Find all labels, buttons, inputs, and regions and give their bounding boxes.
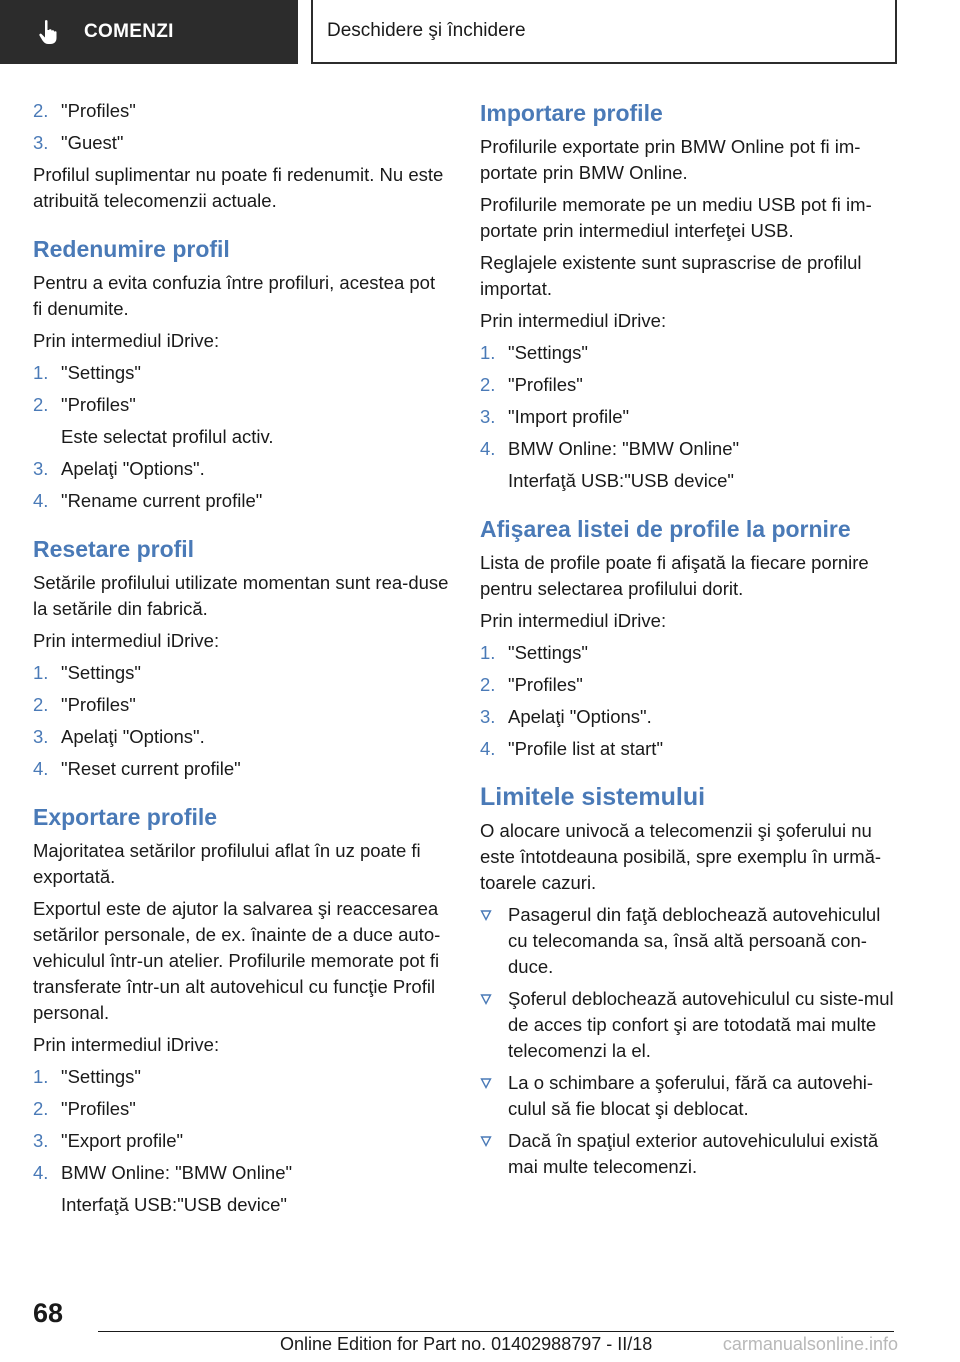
paragraph: O alocare univocă a telecomenzii şi şoferului nu este întotdeauna posibilă, spre exemplu în urmă-toarele cazuri. <box>480 820 882 893</box>
list-number: 1. <box>480 342 496 363</box>
section-tab-label: Deschidere şi închidere <box>327 20 526 41</box>
left-column <box>33 98 449 1224</box>
list-text: Apelaţi "Options". <box>61 726 205 747</box>
list-item <box>33 1064 449 1090</box>
bullet-item <box>480 1070 900 1122</box>
list-item <box>480 704 900 730</box>
chapter-tab-label: COMENZI <box>84 21 174 42</box>
list-item <box>33 360 449 386</box>
bullet-item <box>480 1128 900 1180</box>
list-text: "Settings" <box>61 362 141 383</box>
paragraph: Prin intermediul iDrive: <box>33 330 220 351</box>
list-item <box>480 640 900 666</box>
list-item <box>33 660 449 686</box>
list-item <box>33 1160 449 1186</box>
list-number: 2. <box>33 394 49 415</box>
list-number: 1. <box>33 662 49 683</box>
steps-list-resetare <box>33 660 449 782</box>
steps-list-redenumire <box>33 360 449 514</box>
list-text: "Profiles" <box>508 674 583 695</box>
list-text: "Profiles" <box>61 1098 136 1119</box>
watermark: carmanualsonline.info <box>722 1334 898 1354</box>
list-item <box>480 436 900 462</box>
list-item <box>480 340 900 366</box>
list-subtext: Interfaţă USB:"USB device" <box>61 1194 287 1215</box>
section-heading-limitele: Limitele sistemului <box>480 783 706 811</box>
list-text: "Settings" <box>61 662 141 683</box>
list-subtext: Este selectat profilul activ. <box>61 426 274 447</box>
list-number: 3. <box>480 406 496 427</box>
bullet-text: Şoferul deblochează autovehiculul cu siste-mul de acces tip confort şi are totodată mai multe telecomenzi la el. <box>508 988 894 1061</box>
list-number: 3. <box>33 458 49 479</box>
list-item <box>33 692 449 718</box>
list-text: "Export profile" <box>61 1130 184 1151</box>
list-text: Apelaţi "Options". <box>508 706 652 727</box>
right-column <box>480 98 900 1186</box>
list-item <box>33 1128 449 1154</box>
list-text: "Profiles" <box>61 100 136 121</box>
triangle-bullet-icon <box>480 1128 508 1154</box>
paragraph: Exportul este de ajutor la salvarea şi reaccesarea setărilor personale, de ex. înainte de a duce auto-vehiculul într-un atelier. Profilurile memorate pot fi transferate într-un alt autovehicul cu funcţie Profil personal. <box>33 898 441 1023</box>
triangle-bullet-icon <box>480 986 508 1012</box>
list-text: "Guest" <box>61 132 124 153</box>
paragraph: Prin intermediul iDrive: <box>33 630 220 651</box>
list-number: 1. <box>33 362 49 383</box>
paragraph: Prin intermediul iDrive: <box>480 310 667 331</box>
list-text: BMW Online: "BMW Online" <box>508 438 740 459</box>
list-subtext: Interfaţă USB:"USB device" <box>508 470 734 491</box>
list-number: 2. <box>33 100 49 121</box>
list-number: 4. <box>33 758 49 779</box>
section-heading-importare: Importare profile <box>480 100 663 126</box>
bullet-item <box>480 902 900 980</box>
paragraph: Profilul suplimentar nu poate fi redenumit. Nu este atribuită telecomenzii actuale. <box>33 164 444 211</box>
list-number: 2. <box>33 1098 49 1119</box>
bullet-item <box>480 986 900 1064</box>
footer-divider <box>98 1331 894 1332</box>
paragraph: Majoritatea setărilor profilului aflat în uz poate fi exportată. <box>33 840 421 887</box>
list-text: "Profiles" <box>61 394 136 415</box>
list-number: 3. <box>33 132 49 153</box>
list-text: "Settings" <box>508 342 588 363</box>
list-number: 3. <box>480 706 496 727</box>
section-heading-resetare: Resetare profil <box>33 536 195 562</box>
section-heading-afisarea: Afişarea listei de profile la pornire <box>480 516 851 542</box>
page-number: 68 <box>33 1298 64 1328</box>
pointing-hand-icon <box>36 19 62 45</box>
list-number: 2. <box>33 694 49 715</box>
paragraph: Profilurile exportate prin BMW Online pot fi im-portate prin BMW Online. <box>480 136 861 183</box>
list-number: 1. <box>33 1066 49 1087</box>
paragraph: Setările profilului utilizate momentan sunt rea-duse la setările din fabrică. <box>33 572 449 619</box>
triangle-bullet-icon <box>480 1070 508 1096</box>
section-tab[interactable] <box>311 0 897 64</box>
list-text: Apelaţi "Options". <box>61 458 205 479</box>
section-heading-redenumire: Redenumire profil <box>33 236 230 262</box>
list-number: 3. <box>33 726 49 747</box>
list-item <box>480 404 900 430</box>
list-item <box>33 392 449 418</box>
list-text: "Settings" <box>508 642 588 663</box>
steps-list-exportare <box>33 1064 449 1218</box>
bullet-text: Pasagerul din faţă deblochează autovehiculul cu telecomanda sa, însă altă persoană con-duce. <box>508 904 881 977</box>
list-item <box>33 756 449 782</box>
list-item <box>33 98 449 124</box>
list-number: 2. <box>480 374 496 395</box>
list-text: "Rename current profile" <box>61 490 263 511</box>
list-item <box>33 130 449 156</box>
list-text: "Profiles" <box>508 374 583 395</box>
list-text: "Profiles" <box>61 694 136 715</box>
top-list <box>33 98 449 156</box>
paragraph: Lista de profile poate fi afişată la fiecare pornire pentru selectarea profilului dorit. <box>480 552 869 599</box>
list-text: "Import profile" <box>508 406 630 427</box>
list-number: 2. <box>480 674 496 695</box>
page-header <box>0 0 960 66</box>
paragraph: Prin intermediul iDrive: <box>480 610 667 631</box>
section-heading-exportare: Exportare profile <box>33 804 218 830</box>
list-text: "Reset current profile" <box>61 758 241 779</box>
list-text: "Settings" <box>61 1066 141 1087</box>
list-number: 4. <box>480 738 496 759</box>
list-item <box>480 736 900 762</box>
triangle-bullet-icon <box>480 902 508 928</box>
footer-edition: Online Edition for Part no. 01402988797 - II/18 <box>280 1334 653 1354</box>
list-number: 4. <box>480 438 496 459</box>
paragraph: Pentru a evita confuzia între profiluri, acestea pot fi denumite. <box>33 272 436 319</box>
bullet-text: La o schimbare a şoferului, fără ca autovehi-culul să fie blocat şi deblocat. <box>508 1072 874 1119</box>
list-item <box>33 1096 449 1122</box>
list-item <box>33 724 449 750</box>
list-item <box>33 488 449 514</box>
list-item <box>480 672 900 698</box>
list-number: 3. <box>33 1130 49 1151</box>
bullet-list-limitele <box>480 902 900 1180</box>
list-number: 1. <box>480 642 496 663</box>
list-text: BMW Online: "BMW Online" <box>61 1162 293 1183</box>
list-item <box>33 456 449 482</box>
list-text: "Profile list at start" <box>508 738 664 759</box>
steps-list-afisarea <box>480 640 900 762</box>
paragraph: Reglajele existente sunt suprascrise de profilul importat. <box>480 252 862 299</box>
paragraph: Profilurile memorate pe un mediu USB pot fi im-portate prin intermediul interfeţei USB. <box>480 194 872 241</box>
steps-list-importare <box>480 340 900 494</box>
list-number: 4. <box>33 1162 49 1183</box>
list-item <box>480 372 900 398</box>
paragraph: Prin intermediul iDrive: <box>33 1034 220 1055</box>
list-number: 4. <box>33 490 49 511</box>
bullet-text: Dacă în spaţiul exterior autovehiculului există mai multe telecomenzi. <box>508 1130 879 1177</box>
chapter-tab[interactable] <box>0 0 298 64</box>
